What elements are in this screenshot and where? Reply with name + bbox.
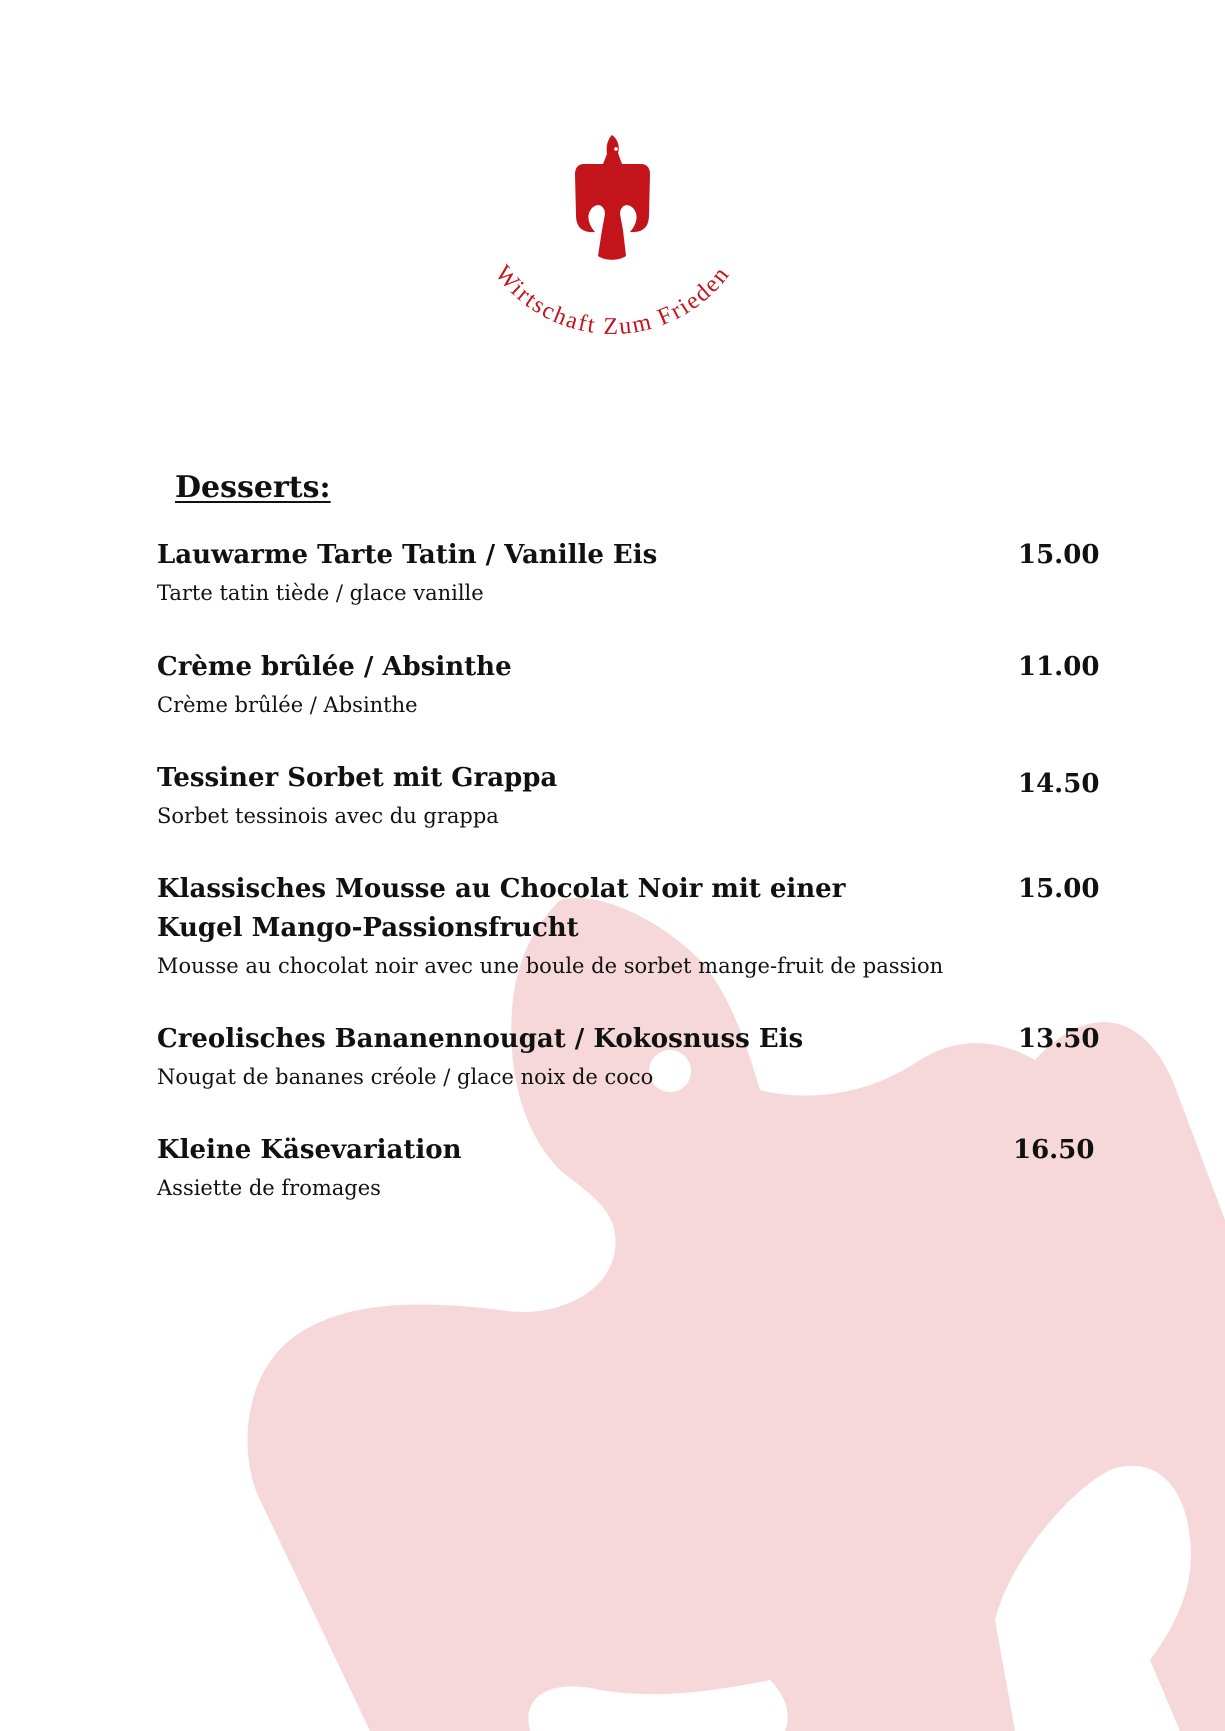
item-name-de: Tessiner Sorbet mit Grappa: [157, 763, 558, 793]
restaurant-logo: [455, 120, 770, 360]
item-name-fr: Mousse au chocolat noir avec une boule de sorbet mange-fruit de passion: [157, 954, 944, 978]
item-name-de: Lauwarme Tarte Tatin / Vanille Eis: [157, 540, 658, 570]
item-name-fr: Nougat de bananes créole / glace noix de coco: [157, 1065, 654, 1089]
item-name-de: Kleine Käsevariation: [157, 1135, 462, 1165]
item-name-fr: Assiette de fromages: [157, 1176, 381, 1200]
section-title: Desserts:: [175, 470, 331, 505]
item-price: 13.50: [1018, 1024, 1100, 1054]
item-name-de: Klassisches Mousse au Chocolat Noir mit einer Kugel Mango-Passionsfrucht: [157, 874, 846, 943]
item-name-de: Creolisches Bananennougat / Kokosnuss Eis: [157, 1024, 804, 1054]
logo-text: Wirtschaft Zum Frieden: [489, 260, 736, 341]
item-price: 15.00: [1018, 874, 1100, 904]
menu-item: [157, 1020, 1100, 1092]
item-price: 14.50: [1018, 769, 1100, 799]
menu-item: [157, 536, 1100, 608]
item-price: 15.00: [1018, 540, 1100, 570]
menu-item: [157, 759, 1100, 831]
item-name-fr: Tarte tatin tiède / glace vanille: [157, 581, 484, 605]
item-name-fr: Sorbet tessinois avec du grappa: [157, 804, 499, 828]
item-name-de: Crème brûlée / Absinthe: [157, 652, 512, 682]
menu-item: [157, 1131, 1095, 1203]
eagle-logo-icon: [575, 135, 650, 260]
item-price: 16.50: [1013, 1135, 1095, 1165]
menu-item: [157, 870, 1100, 981]
menu-item: [157, 648, 1100, 720]
item-name-fr: Crème brûlée / Absinthe: [157, 693, 418, 717]
item-price: 11.00: [1018, 652, 1100, 682]
